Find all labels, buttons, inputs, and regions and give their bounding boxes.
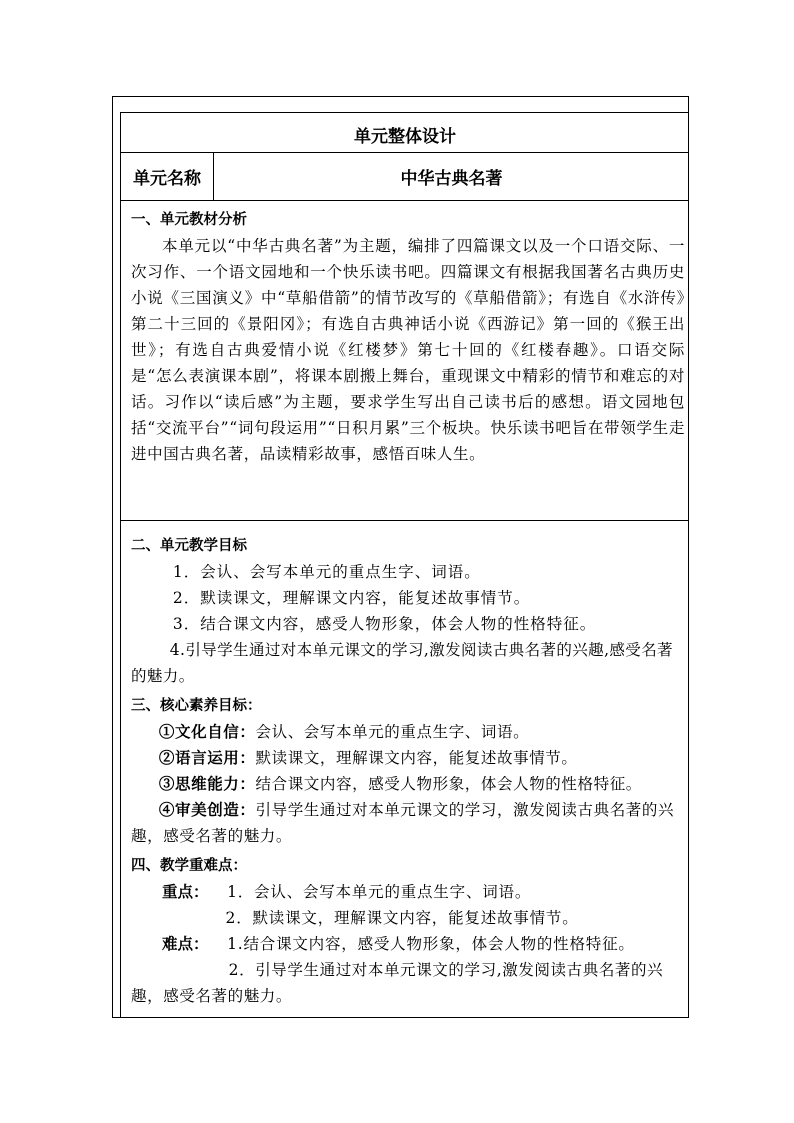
goal-item: 3．结合课文内容，感受人物形象，体会人物的性格特征。 <box>172 615 597 633</box>
difficult-point-line: 2．引导学生通过对本单元课文的学习,激发阅读古典名著的兴趣，感受名著的魅力。 <box>131 961 664 1005</box>
difficult-point-line <box>131 931 685 957</box>
core-heading: 三、核心素养目标： <box>131 697 262 714</box>
goals-row <box>121 521 689 1017</box>
difficult-point-text: 1.结合课文内容，感受人物形象，体会人物的性格特征。 <box>227 935 635 953</box>
analysis-text: 本单元以“中华古典名著”为主题，编排了四篇课文以及一个口语交际、一次习作、一个语文园地和一个快乐读书吧。四篇课文有根据我国著名古典历史小说《三国演义》中“草船借箭”的情节改写的《草船借箭》；有选自《水浒传》第二十三回的《景阳冈》；有选自古典神话小说《西游记》第一回的《猴王出世》；有选自古典爱情小说《红楼梦》第七十回的《红楼春趣》。口语交际是“怎么表演课本剧”，将课本剧搬上舞台，重现课文中精彩的情节和难忘的对话。习作以“读后感”为主题，要求学生写出自己读书后的感想。语文园地包括“交流平台”“词句段运用”“日积月累”三个板块。快乐读书吧旨在带领学生走进中国古典名著，品读精彩故事，感悟百味人生。 <box>131 237 685 463</box>
keypoints-heading: 四、教学重难点： <box>131 857 247 874</box>
core-item-label: ①文化自信： <box>158 722 256 741</box>
goal-item: 2．默读课文，理解课文内容，能复述故事情节。 <box>172 589 531 607</box>
goal-item: 1．会认、会写本单元的重点生字、词语。 <box>172 563 481 581</box>
unit-name-value: 中华古典名著 <box>400 169 503 189</box>
core-item-label: ③思维能力： <box>158 774 256 793</box>
core-item <box>131 797 685 849</box>
difficult-label: 难点： <box>162 934 209 953</box>
key-label: 重点： <box>162 882 209 901</box>
key-point-line: 2．默读课文，理解课文内容，能复述故事情节。 <box>225 909 579 927</box>
unit-design-table <box>120 112 689 1018</box>
analysis-row <box>121 201 689 521</box>
analysis-section <box>131 207 685 467</box>
unit-name-row <box>121 153 689 201</box>
core-item <box>131 719 685 745</box>
core-item-label: ④审美创造： <box>158 800 256 819</box>
core-item-text: 默读课文，理解课文内容，能复述故事情节。 <box>255 749 578 767</box>
core-item-text: 引导学生通过对本单元课文的学习，激发阅读古典名著的兴趣，感受名著的魅力。 <box>131 801 675 845</box>
key-point-text: 1．会认、会写本单元的重点生字、词语。 <box>227 883 532 901</box>
key-point-line <box>131 879 685 905</box>
table-title: 单元整体设计 <box>354 127 456 147</box>
core-item-text: 会认、会写本单元的重点生字、词语。 <box>255 723 530 741</box>
title-row <box>121 113 689 153</box>
analysis-heading: 一、单元教材分析 <box>131 211 247 228</box>
goals-heading: 二、单元教学目标 <box>131 537 247 554</box>
goals-section <box>131 533 685 1009</box>
core-item <box>131 745 685 771</box>
core-item-label: ②语言运用： <box>158 748 256 767</box>
core-item <box>131 771 685 797</box>
unit-name-label: 单元名称 <box>121 153 214 200</box>
goal-item: 4.引导学生通过对本单元课文的学习,激发阅读古典名著的兴趣,感受名著的魅力。 <box>131 641 673 685</box>
core-item-text: 结合课文内容，感受人物形象，体会人物的性格特征。 <box>255 775 642 793</box>
